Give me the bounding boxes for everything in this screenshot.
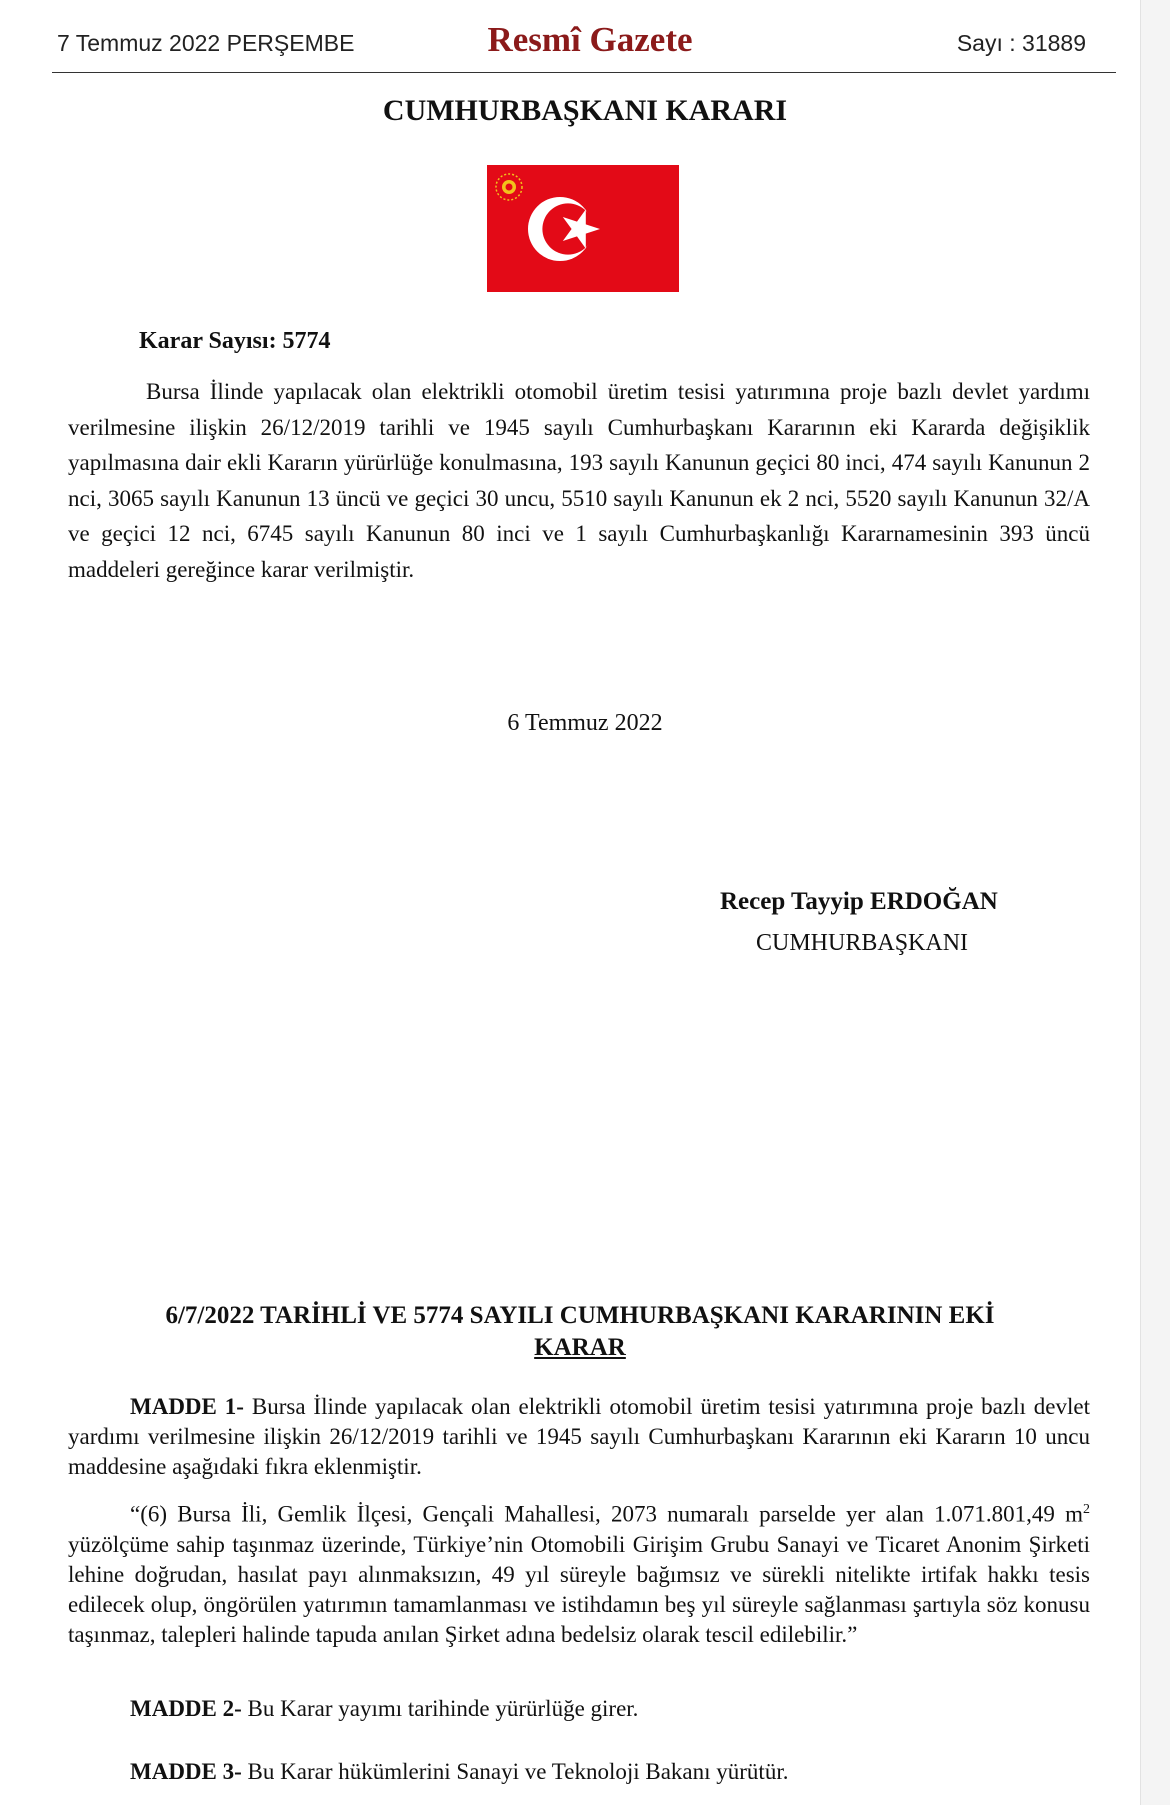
- annex-title-line2: KARAR: [534, 1334, 626, 1361]
- page-edge: [1140, 0, 1170, 1805]
- decision-number: Karar Sayısı: 5774: [139, 328, 331, 354]
- document-title: CUMHURBAŞKANI KARARI: [382, 94, 788, 127]
- annex-title-line1: 6/7/2022 TARİHLİ VE 5774 SAYILI CUMHURBAŞKANI KARARININ EKİ: [165, 1302, 995, 1329]
- article-3-label: MADDE 3-: [130, 1759, 242, 1784]
- quote-superscript: 2: [1083, 1502, 1090, 1517]
- article-1-text: Bursa İlinde yapılacak olan elektrikli otomobil üretim tesisi yatırımına proje bazlı devlet yardımı verilmesine ilişkin 26/12/2019 tarihli ve 1945 sayılı Cumhurbaşkanı Kararının eki Kararın 10 uncu maddesine aşağıdaki fıkra eklenmiştir.: [68, 1394, 1090, 1479]
- article-2: [68, 1694, 1090, 1724]
- article-1-quoted-paragraph: [68, 1495, 1090, 1650]
- article-1: [68, 1392, 1090, 1482]
- header-divider: [52, 72, 1116, 73]
- intro-paragraph: Bursa İlinde yapılacak olan elektrikli otomobil üretim tesisi yatırımına proje bazlı devlet yardımı verilmesine ilişkin 26/12/2019 tarihli ve 1945 sayılı Cumhurbaşkanı Kararının eki Kararda değişiklik yapılmasına dair ekli Kararın yürürlüğe konulmasına, 193 sayılı Kanunun geçici 80 inci, 474 sayılı Kanunun 2 nci, 3065 sayılı Kanunun 13 üncü ve geçici 30 uncu, 5510 sayılı Kanunun ek 2 nci, 5520 sayılı Kanunun 32/A ve geçici 12 nci, 6745 sayılı Kanunun 80 inci ve 1 sayılı Cumhurbaşkanlığı Kararnamesinin 393 üncü maddeleri gereğince karar verilmiştir.: [68, 379, 1090, 582]
- article-2-text: Bu Karar yayımı tarihinde yürürlüğe girer.: [241, 1696, 639, 1721]
- annex-title: [60, 1300, 1100, 1364]
- article-3-text: Bu Karar hükümlerini Sanayi ve Teknoloji Bakanı yürütür.: [241, 1759, 789, 1784]
- header-date: 7 Temmuz 2022 PERŞEMBE: [57, 30, 355, 56]
- article-1-label: MADDE 1-: [130, 1394, 244, 1419]
- signature-block: [720, 888, 1040, 957]
- signature-name: Recep Tayyip ERDOĞAN: [720, 888, 998, 915]
- issue-number: Sayı : 31889: [956, 30, 1086, 56]
- signature-title: CUMHURBAŞKANI: [756, 930, 969, 956]
- article-3: [68, 1757, 1090, 1787]
- decision-date: 6 Temmuz 2022: [507, 710, 663, 736]
- gazette-masthead: Resmî Gazete: [487, 20, 693, 59]
- turkish-flag-icon: [487, 165, 679, 292]
- quote-part-1: “(6) Bursa İli, Gemlik İlçesi, Gençali Mahallesi, 2073 numaralı parselde yer alan 1.071.801,49 m: [130, 1501, 1083, 1527]
- quote-part-2: yüzölçüme sahip taşınmaz üzerinde, Türkiye’nin Otomobili Girişim Grubu Sanayi ve Ticaret Anonim Şirketi lehine doğrudan, hasılat payı alınmaksızın, 49 yıl süreyle bağımsız ve sürekli nitelikte irtifak hakkı tesis edilecek olup, öngörülen yatırımın tamamlanması ve istihdamın beş yıl süreyle sağlanması şartıyla söz konusu taşınmaz, talepleri halinde tapuda anılan Şirket adına bedelsiz olarak tescil edilebilir.”: [68, 1531, 1090, 1647]
- article-2-label: MADDE 2-: [130, 1696, 242, 1721]
